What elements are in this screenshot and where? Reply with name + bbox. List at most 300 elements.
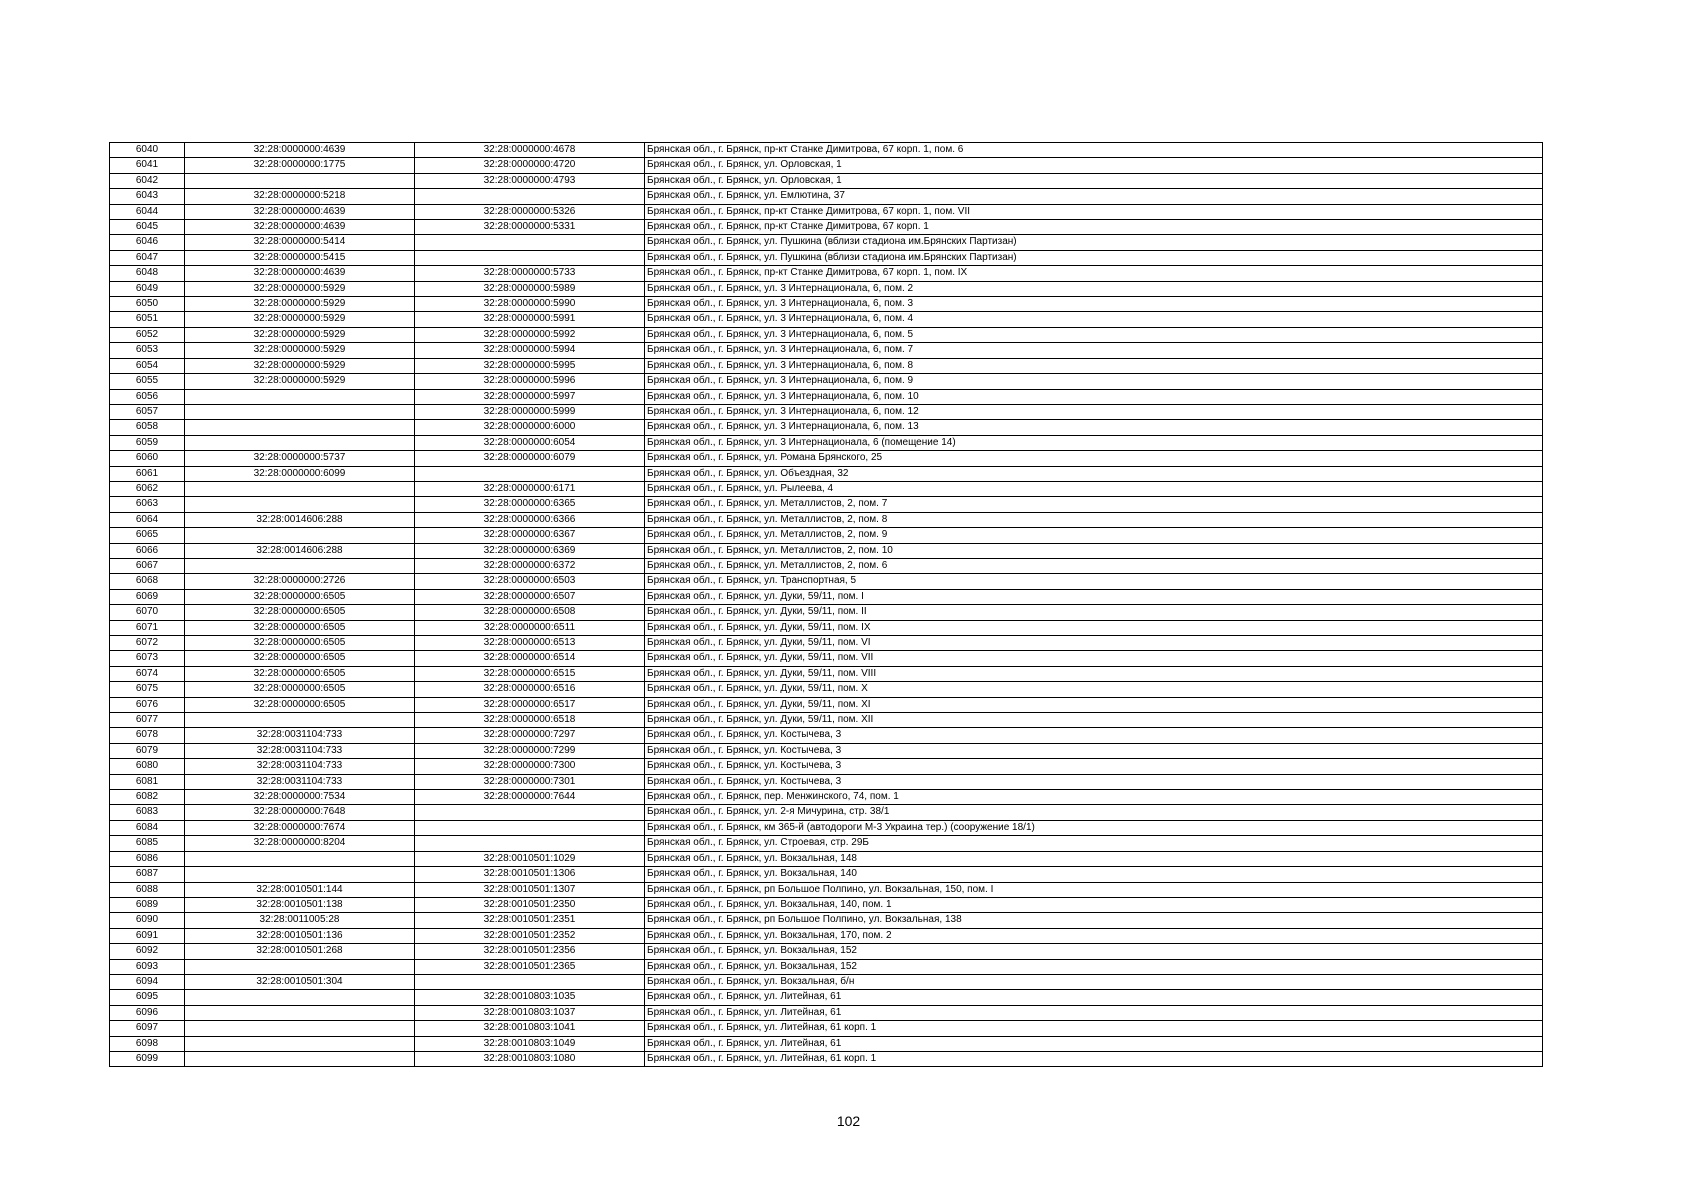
address-cell: Брянская обл., г. Брянск, ул. Вокзальная, б/н	[645, 974, 1543, 989]
row-number-cell: 6040	[110, 143, 185, 158]
table-row	[110, 574, 1543, 589]
row-number-cell: 6045	[110, 220, 185, 235]
cadastral-number-parent-cell	[185, 420, 415, 435]
cadastral-number-parent-cell: 32:28:0010501:304	[185, 974, 415, 989]
table-row	[110, 327, 1543, 342]
address-cell: Брянская обл., г. Брянск, км 365-й (автодороги М-3 Украина тер.) (сооружение 18/1)	[645, 820, 1543, 835]
cadastral-number-parent-cell	[185, 713, 415, 728]
row-number-cell: 6048	[110, 266, 185, 281]
table-row	[110, 358, 1543, 373]
row-number-cell: 6060	[110, 451, 185, 466]
address-cell: Брянская обл., г. Брянск, ул. 3 Интернационала, 6, пом. 13	[645, 420, 1543, 435]
cadastral-number-parent-cell	[185, 1051, 415, 1066]
row-number-cell: 6093	[110, 959, 185, 974]
address-cell: Брянская обл., г. Брянск, пр-кт Станке Димитрова, 67 корп. 1	[645, 220, 1543, 235]
table-row	[110, 605, 1543, 620]
address-cell: Брянская обл., г. Брянск, ул. 3 Интернационала, 6, пом. 12	[645, 404, 1543, 419]
row-number-cell: 6095	[110, 990, 185, 1005]
cadastral-number-cell: 32:28:0000000:6503	[415, 574, 645, 589]
address-cell: Брянская обл., г. Брянск, ул. Металлистов, 2, пом. 9	[645, 528, 1543, 543]
table-row	[110, 959, 1543, 974]
row-number-cell: 6073	[110, 651, 185, 666]
cadastral-number-cell: 32:28:0000000:6367	[415, 528, 645, 543]
address-cell: Брянская обл., г. Брянск, ул. Костычева, 3	[645, 774, 1543, 789]
cadastral-number-parent-cell: 32:28:0000000:5929	[185, 358, 415, 373]
table-row	[110, 466, 1543, 481]
cadastral-number-cell: 32:28:0000000:5996	[415, 374, 645, 389]
address-cell: Брянская обл., г. Брянск, ул. Металлистов, 2, пом. 8	[645, 512, 1543, 527]
cadastral-number-parent-cell: 32:28:0000000:5929	[185, 327, 415, 342]
cadastral-number-parent-cell	[185, 389, 415, 404]
row-number-cell: 6078	[110, 728, 185, 743]
row-number-cell: 6082	[110, 790, 185, 805]
row-number-cell: 6054	[110, 358, 185, 373]
row-number-cell: 6074	[110, 666, 185, 681]
address-cell: Брянская обл., г. Брянск, пр-кт Станке Димитрова, 67 корп. 1, пом. IX	[645, 266, 1543, 281]
table-row	[110, 220, 1543, 235]
table-row	[110, 697, 1543, 712]
row-number-cell: 6041	[110, 158, 185, 173]
table-row	[110, 897, 1543, 912]
row-number-cell: 6081	[110, 774, 185, 789]
row-number-cell: 6097	[110, 1021, 185, 1036]
cadastral-number-cell: 32:28:0000000:7644	[415, 790, 645, 805]
row-number-cell: 6087	[110, 867, 185, 882]
table-row	[110, 759, 1543, 774]
row-number-cell: 6057	[110, 404, 185, 419]
cadastral-number-parent-cell: 32:28:0010501:268	[185, 944, 415, 959]
cadastral-number-cell: 32:28:0010501:1306	[415, 867, 645, 882]
address-cell: Брянская обл., г. Брянск, ул. 3 Интернационала, 6, пом. 3	[645, 297, 1543, 312]
address-cell: Брянская обл., г. Брянск, ул. Орловская, 1	[645, 158, 1543, 173]
row-number-cell: 6044	[110, 204, 185, 219]
cadastral-number-cell: 32:28:0010501:1029	[415, 851, 645, 866]
cadastral-number-parent-cell: 32:28:0000000:6505	[185, 666, 415, 681]
cadastral-number-parent-cell: 32:28:0011005:28	[185, 913, 415, 928]
cadastral-number-cell	[415, 820, 645, 835]
cadastral-number-cell: 32:28:0000000:6171	[415, 481, 645, 496]
table-row	[110, 158, 1543, 173]
table-row	[110, 867, 1543, 882]
cadastral-number-parent-cell: 32:28:0000000:6505	[185, 651, 415, 666]
cadastral-number-cell: 32:28:0010501:2356	[415, 944, 645, 959]
table-row	[110, 374, 1543, 389]
row-number-cell: 6079	[110, 743, 185, 758]
cadastral-number-parent-cell	[185, 1005, 415, 1020]
table-row	[110, 250, 1543, 265]
cadastral-number-parent-cell: 32:28:0031104:733	[185, 759, 415, 774]
cadastral-number-cell: 32:28:0000000:6366	[415, 512, 645, 527]
address-cell: Брянская обл., г. Брянск, ул. Дуки, 59/11, пом. IX	[645, 620, 1543, 635]
address-cell: Брянская обл., г. Брянск, ул. Строевая, стр. 29Б	[645, 836, 1543, 851]
cadastral-number-cell: 32:28:0010803:1035	[415, 990, 645, 1005]
cadastral-number-parent-cell: 32:28:0000000:7674	[185, 820, 415, 835]
cadastral-number-cell: 32:28:0000000:5991	[415, 312, 645, 327]
cadastral-number-cell: 32:28:0000000:5990	[415, 297, 645, 312]
address-cell: Брянская обл., г. Брянск, ул. Литейная, 61	[645, 1005, 1543, 1020]
address-cell: Брянская обл., г. Брянск, ул. Дуки, 59/11, пом. XII	[645, 713, 1543, 728]
cadastral-number-cell: 32:28:0000000:5999	[415, 404, 645, 419]
table-row	[110, 266, 1543, 281]
address-cell: Брянская обл., г. Брянск, ул. Вокзальная, 140, пом. 1	[645, 897, 1543, 912]
cadastral-number-parent-cell: 32:28:0000000:7534	[185, 790, 415, 805]
address-cell: Брянская обл., г. Брянск, ул. Литейная, 61	[645, 1036, 1543, 1051]
row-number-cell: 6049	[110, 281, 185, 296]
cadastral-number-cell: 32:28:0010803:1080	[415, 1051, 645, 1066]
table-row	[110, 851, 1543, 866]
address-cell: Брянская обл., г. Брянск, ул. Пушкина (вблизи стадиона им.Брянских Партизан)	[645, 250, 1543, 265]
table-row	[110, 636, 1543, 651]
cadastral-number-cell	[415, 974, 645, 989]
cadastral-number-cell: 32:28:0000000:6515	[415, 666, 645, 681]
cadastral-number-parent-cell: 32:28:0000000:2726	[185, 574, 415, 589]
table-row	[110, 620, 1543, 635]
cadastral-number-cell: 32:28:0000000:5326	[415, 204, 645, 219]
row-number-cell: 6056	[110, 389, 185, 404]
row-number-cell: 6091	[110, 928, 185, 943]
cadastral-number-parent-cell	[185, 990, 415, 1005]
cadastral-number-parent-cell: 32:28:0000000:6505	[185, 605, 415, 620]
cadastral-number-parent-cell: 32:28:0031104:733	[185, 774, 415, 789]
row-number-cell: 6055	[110, 374, 185, 389]
cadastral-number-cell: 32:28:0000000:6508	[415, 605, 645, 620]
row-number-cell: 6077	[110, 713, 185, 728]
row-number-cell: 6047	[110, 250, 185, 265]
cadastral-number-parent-cell: 32:28:0000000:6505	[185, 697, 415, 712]
table-row	[110, 389, 1543, 404]
table-row	[110, 143, 1543, 158]
cadastral-number-cell: 32:28:0000000:6517	[415, 697, 645, 712]
cadastral-number-cell: 32:28:0000000:6513	[415, 636, 645, 651]
cadastral-number-parent-cell: 32:28:0000000:5218	[185, 189, 415, 204]
cadastral-number-cell: 32:28:0000000:5992	[415, 327, 645, 342]
address-cell: Брянская обл., г. Брянск, ул. Дуки, 59/11, пом. VI	[645, 636, 1543, 651]
row-number-cell: 6099	[110, 1051, 185, 1066]
cadastral-number-cell: 32:28:0000000:6514	[415, 651, 645, 666]
address-cell: Брянская обл., г. Брянск, ул. Орловская, 1	[645, 173, 1543, 188]
cadastral-number-cell: 32:28:0000000:5331	[415, 220, 645, 235]
table-row	[110, 882, 1543, 897]
address-cell: Брянская обл., г. Брянск, ул. Дуки, 59/11, пом. XI	[645, 697, 1543, 712]
table-row	[110, 944, 1543, 959]
row-number-cell: 6094	[110, 974, 185, 989]
cadastral-number-cell: 32:28:0010501:1307	[415, 882, 645, 897]
cadastral-number-cell: 32:28:0010501:2350	[415, 897, 645, 912]
row-number-cell: 6052	[110, 327, 185, 342]
address-cell: Брянская обл., г. Брянск, пер. Менжинского, 74, пом. 1	[645, 790, 1543, 805]
cadastral-number-cell: 32:28:0010501:2351	[415, 913, 645, 928]
address-cell: Брянская обл., г. Брянск, ул. Пушкина (вблизи стадиона им.Брянских Партизан)	[645, 235, 1543, 250]
cadastral-number-cell: 32:28:0000000:7299	[415, 743, 645, 758]
address-cell: Брянская обл., г. Брянск, ул. Металлистов, 2, пом. 10	[645, 543, 1543, 558]
table-row	[110, 666, 1543, 681]
table-row	[110, 528, 1543, 543]
address-cell: Брянская обл., г. Брянск, ул. Транспортная, 5	[645, 574, 1543, 589]
cadastral-number-cell: 32:28:0000000:6079	[415, 451, 645, 466]
row-number-cell: 6063	[110, 497, 185, 512]
table-row	[110, 420, 1543, 435]
table-row	[110, 404, 1543, 419]
address-cell: Брянская обл., г. Брянск, ул. Костычева, 3	[645, 759, 1543, 774]
cadastral-number-cell	[415, 189, 645, 204]
cadastral-number-cell	[415, 836, 645, 851]
table-row	[110, 990, 1543, 1005]
cadastral-number-cell	[415, 235, 645, 250]
table-row	[110, 481, 1543, 496]
cadastral-number-cell: 32:28:0000000:6054	[415, 435, 645, 450]
table-row	[110, 558, 1543, 573]
address-cell: Брянская обл., г. Брянск, ул. Литейная, 61 корп. 1	[645, 1021, 1543, 1036]
cadastral-number-cell: 32:28:0000000:6511	[415, 620, 645, 635]
cadastral-number-parent-cell	[185, 558, 415, 573]
table-row	[110, 189, 1543, 204]
table-row	[110, 1036, 1543, 1051]
cadastral-number-cell	[415, 805, 645, 820]
row-number-cell: 6050	[110, 297, 185, 312]
table-row	[110, 543, 1543, 558]
cadastral-number-parent-cell: 32:28:0014606:288	[185, 512, 415, 527]
cadastral-number-parent-cell: 32:28:0000000:5929	[185, 281, 415, 296]
row-number-cell: 6046	[110, 235, 185, 250]
row-number-cell: 6076	[110, 697, 185, 712]
cadastral-number-cell: 32:28:0000000:5733	[415, 266, 645, 281]
table-row	[110, 312, 1543, 327]
cadastral-number-cell: 32:28:0000000:6518	[415, 713, 645, 728]
row-number-cell: 6075	[110, 682, 185, 697]
address-cell: Брянская обл., г. Брянск, ул. Костычева, 3	[645, 728, 1543, 743]
row-number-cell: 6089	[110, 897, 185, 912]
cadastral-number-cell: 32:28:0000000:5997	[415, 389, 645, 404]
cadastral-number-cell: 32:28:0000000:5995	[415, 358, 645, 373]
address-cell: Брянская обл., г. Брянск, ул. Дуки, 59/11, пом. VII	[645, 651, 1543, 666]
table-row	[110, 913, 1543, 928]
table-row	[110, 297, 1543, 312]
address-cell: Брянская обл., г. Брянск, ул. 3 Интернационала, 6, пом. 4	[645, 312, 1543, 327]
row-number-cell: 6084	[110, 820, 185, 835]
table-row	[110, 743, 1543, 758]
address-cell: Брянская обл., г. Брянск, ул. Вокзальная, 170, пом. 2	[645, 928, 1543, 943]
table-row	[110, 805, 1543, 820]
address-cell: Брянская обл., г. Брянск, рп Большое Полпино, ул. Вокзальная, 138	[645, 913, 1543, 928]
row-number-cell: 6065	[110, 528, 185, 543]
cadastral-number-parent-cell: 32:28:0000000:5737	[185, 451, 415, 466]
cadastral-number-cell: 32:28:0000000:7300	[415, 759, 645, 774]
cadastral-number-parent-cell: 32:28:0010501:136	[185, 928, 415, 943]
row-number-cell: 6071	[110, 620, 185, 635]
table-row	[110, 204, 1543, 219]
address-cell: Брянская обл., г. Брянск, ул. Объездная, 32	[645, 466, 1543, 481]
address-cell: Брянская обл., г. Брянск, ул. Металлистов, 2, пом. 6	[645, 558, 1543, 573]
cadastral-number-cell: 32:28:0010803:1041	[415, 1021, 645, 1036]
cadastral-number-cell: 32:28:0000000:4720	[415, 158, 645, 173]
row-number-cell: 6066	[110, 543, 185, 558]
cadastral-number-parent-cell: 32:28:0000000:5929	[185, 312, 415, 327]
cadastral-number-parent-cell: 32:28:0031104:733	[185, 743, 415, 758]
row-number-cell: 6085	[110, 836, 185, 851]
cadastral-number-parent-cell: 32:28:0000000:5929	[185, 297, 415, 312]
address-cell: Брянская обл., г. Брянск, рп Большое Полпино, ул. Вокзальная, 150, пом. I	[645, 882, 1543, 897]
row-number-cell: 6098	[110, 1036, 185, 1051]
address-cell: Брянская обл., г. Брянск, ул. Костычева, 3	[645, 743, 1543, 758]
table-row	[110, 512, 1543, 527]
address-cell: Брянская обл., г. Брянск, ул. Дуки, 59/11, пом. I	[645, 589, 1543, 604]
table-row	[110, 589, 1543, 604]
address-cell: Брянская обл., г. Брянск, пр-кт Станке Димитрова, 67 корп. 1, пом. 6	[645, 143, 1543, 158]
cadastral-number-parent-cell	[185, 1021, 415, 1036]
table-row	[110, 497, 1543, 512]
table-row	[110, 974, 1543, 989]
address-cell: Брянская обл., г. Брянск, ул. 3 Интернационала, 6, пом. 10	[645, 389, 1543, 404]
cadastral-number-parent-cell: 32:28:0000000:5929	[185, 343, 415, 358]
cadastral-number-cell: 32:28:0000000:6369	[415, 543, 645, 558]
page-number: 102	[836, 1113, 861, 1129]
cadastral-number-parent-cell: 32:28:0000000:5415	[185, 250, 415, 265]
table-row	[110, 820, 1543, 835]
cadastral-number-parent-cell: 32:28:0000000:4639	[185, 220, 415, 235]
cadastral-number-cell: 32:28:0000000:6516	[415, 682, 645, 697]
cadastral-number-parent-cell: 32:28:0010501:138	[185, 897, 415, 912]
address-cell: Брянская обл., г. Брянск, ул. Литейная, 61 корп. 1	[645, 1051, 1543, 1066]
row-number-cell: 6061	[110, 466, 185, 481]
cadastral-number-parent-cell: 32:28:0000000:8204	[185, 836, 415, 851]
cadastral-number-parent-cell: 32:28:0000000:7648	[185, 805, 415, 820]
cadastral-number-cell	[415, 250, 645, 265]
cadastral-number-parent-cell: 32:28:0000000:6099	[185, 466, 415, 481]
address-cell: Брянская обл., г. Брянск, ул. Дуки, 59/11, пом. VIII	[645, 666, 1543, 681]
cadastral-number-parent-cell	[185, 851, 415, 866]
address-cell: Брянская обл., г. Брянск, ул. Металлистов, 2, пом. 7	[645, 497, 1543, 512]
address-cell: Брянская обл., г. Брянск, ул. 2-я Мичурина, стр. 38/1	[645, 805, 1543, 820]
cadastral-number-parent-cell: 32:28:0000000:5929	[185, 374, 415, 389]
address-cell: Брянская обл., г. Брянск, ул. Рылеева, 4	[645, 481, 1543, 496]
table-row	[110, 1051, 1543, 1066]
cadastral-number-parent-cell	[185, 173, 415, 188]
address-cell: Брянская обл., г. Брянск, ул. Вокзальная, 152	[645, 959, 1543, 974]
cadastral-number-cell: 32:28:0010501:2365	[415, 959, 645, 974]
address-cell: Брянская обл., г. Брянск, ул. Дуки, 59/11, пом. X	[645, 682, 1543, 697]
address-cell: Брянская обл., г. Брянск, ул. Вокзальная, 148	[645, 851, 1543, 866]
address-cell: Брянская обл., г. Брянск, пр-кт Станке Димитрова, 67 корп. 1, пом. VII	[645, 204, 1543, 219]
row-number-cell: 6043	[110, 189, 185, 204]
row-number-cell: 6080	[110, 759, 185, 774]
row-number-cell: 6086	[110, 851, 185, 866]
address-cell: Брянская обл., г. Брянск, ул. Литейная, 61	[645, 990, 1543, 1005]
cadastral-number-parent-cell	[185, 404, 415, 419]
table-row	[110, 713, 1543, 728]
cadastral-number-cell: 32:28:0010803:1049	[415, 1036, 645, 1051]
cadastral-number-cell: 32:28:0000000:6365	[415, 497, 645, 512]
cadastral-number-parent-cell	[185, 481, 415, 496]
cadastral-number-parent-cell	[185, 959, 415, 974]
row-number-cell: 6070	[110, 605, 185, 620]
cadastral-number-cell: 32:28:0000000:6507	[415, 589, 645, 604]
cadastral-number-parent-cell: 32:28:0000000:6505	[185, 636, 415, 651]
address-cell: Брянская обл., г. Брянск, ул. 3 Интернационала, 6, пом. 8	[645, 358, 1543, 373]
row-number-cell: 6064	[110, 512, 185, 527]
row-number-cell: 6072	[110, 636, 185, 651]
table-row	[110, 790, 1543, 805]
table-row	[110, 235, 1543, 250]
cadastral-number-parent-cell: 32:28:0000000:4639	[185, 204, 415, 219]
cadastral-number-parent-cell: 32:28:0014606:288	[185, 543, 415, 558]
cadastral-number-parent-cell: 32:28:0000000:4639	[185, 143, 415, 158]
row-number-cell: 6090	[110, 913, 185, 928]
address-cell: Брянская обл., г. Брянск, ул. Романа Брянского, 25	[645, 451, 1543, 466]
address-cell: Брянская обл., г. Брянск, ул. 3 Интернационала, 6, пом. 5	[645, 327, 1543, 342]
registry-table	[109, 142, 1543, 1067]
registry-table-body	[110, 143, 1543, 1067]
cadastral-number-cell: 32:28:0000000:5994	[415, 343, 645, 358]
address-cell: Брянская обл., г. Брянск, ул. Емлютина, 37	[645, 189, 1543, 204]
cadastral-number-cell: 32:28:0000000:5989	[415, 281, 645, 296]
cadastral-number-parent-cell	[185, 1036, 415, 1051]
cadastral-number-parent-cell: 32:28:0000000:5414	[185, 235, 415, 250]
cadastral-number-parent-cell: 32:28:0000000:6505	[185, 620, 415, 635]
cadastral-number-cell: 32:28:0010803:1037	[415, 1005, 645, 1020]
row-number-cell: 6042	[110, 173, 185, 188]
address-cell: Брянская обл., г. Брянск, ул. 3 Интернационала, 6 (помещение 14)	[645, 435, 1543, 450]
table-row	[110, 682, 1543, 697]
table-row	[110, 928, 1543, 943]
row-number-cell: 6068	[110, 574, 185, 589]
row-number-cell: 6083	[110, 805, 185, 820]
cadastral-number-parent-cell	[185, 528, 415, 543]
row-number-cell: 6059	[110, 435, 185, 450]
row-number-cell: 6092	[110, 944, 185, 959]
address-cell: Брянская обл., г. Брянск, ул. Дуки, 59/11, пом. II	[645, 605, 1543, 620]
table-row	[110, 1021, 1543, 1036]
row-number-cell: 6088	[110, 882, 185, 897]
address-cell: Брянская обл., г. Брянск, ул. 3 Интернационала, 6, пом. 9	[645, 374, 1543, 389]
row-number-cell: 6051	[110, 312, 185, 327]
cadastral-number-cell: 32:28:0000000:4678	[415, 143, 645, 158]
cadastral-number-cell: 32:28:0000000:6000	[415, 420, 645, 435]
cadastral-number-cell: 32:28:0000000:4793	[415, 173, 645, 188]
cadastral-number-cell: 32:28:0000000:7297	[415, 728, 645, 743]
row-number-cell: 6069	[110, 589, 185, 604]
table-row	[110, 1005, 1543, 1020]
cadastral-number-cell	[415, 466, 645, 481]
row-number-cell: 6062	[110, 481, 185, 496]
row-number-cell: 6058	[110, 420, 185, 435]
row-number-cell: 6096	[110, 1005, 185, 1020]
address-cell: Брянская обл., г. Брянск, ул. 3 Интернационала, 6, пом. 2	[645, 281, 1543, 296]
table-row	[110, 343, 1543, 358]
cadastral-number-parent-cell	[185, 867, 415, 882]
cadastral-number-cell: 32:28:0000000:7301	[415, 774, 645, 789]
cadastral-number-cell: 32:28:0010501:2352	[415, 928, 645, 943]
table-row	[110, 173, 1543, 188]
address-cell: Брянская обл., г. Брянск, ул. 3 Интернационала, 6, пом. 7	[645, 343, 1543, 358]
address-cell: Брянская обл., г. Брянск, ул. Вокзальная, 152	[645, 944, 1543, 959]
cadastral-number-parent-cell: 32:28:0000000:4639	[185, 266, 415, 281]
table-row	[110, 651, 1543, 666]
table-row	[110, 451, 1543, 466]
cadastral-number-parent-cell	[185, 497, 415, 512]
cadastral-number-parent-cell: 32:28:0010501:144	[185, 882, 415, 897]
address-cell: Брянская обл., г. Брянск, ул. Вокзальная, 140	[645, 867, 1543, 882]
table-row	[110, 435, 1543, 450]
cadastral-number-parent-cell: 32:28:0000000:6505	[185, 682, 415, 697]
cadastral-number-parent-cell: 32:28:0000000:6505	[185, 589, 415, 604]
cadastral-number-parent-cell	[185, 435, 415, 450]
cadastral-number-cell: 32:28:0000000:6372	[415, 558, 645, 573]
row-number-cell: 6053	[110, 343, 185, 358]
table-row	[110, 281, 1543, 296]
cadastral-number-parent-cell: 32:28:0031104:733	[185, 728, 415, 743]
row-number-cell: 6067	[110, 558, 185, 573]
table-row	[110, 728, 1543, 743]
